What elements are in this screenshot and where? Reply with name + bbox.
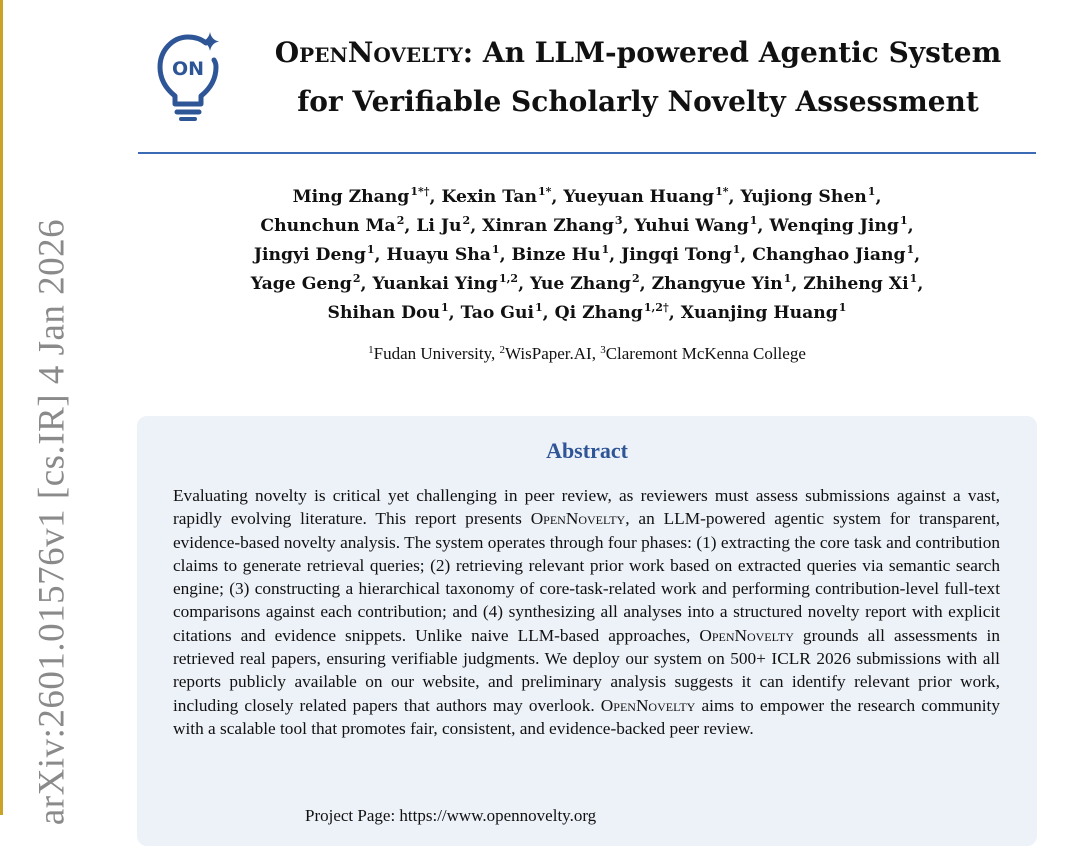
- author-name: Shihan Dou: [327, 303, 440, 323]
- author-affiliation-mark: 2: [396, 214, 405, 227]
- paper-title: [240, 28, 1036, 126]
- system-name: OpenNovelty: [699, 625, 794, 645]
- author-name: Qi Zhang: [554, 303, 643, 323]
- author: [461, 303, 543, 323]
- author: [530, 274, 640, 294]
- author-affiliation-mark: 1: [909, 272, 918, 285]
- logo-letters: ON: [171, 58, 205, 80]
- author-name: Xuanjing Huang: [680, 303, 838, 323]
- author: [482, 216, 622, 236]
- author: [563, 187, 728, 207]
- affiliations: $^1$Fudan University, $^2$WisPaper.AI, $^3$Claremont McKenna College: [368, 344, 806, 363]
- author-name: Yage Geng: [250, 274, 352, 294]
- author-affiliation-mark: 1: [732, 243, 741, 256]
- system-name: OpenNovelty: [274, 36, 463, 69]
- author-affiliation-mark: 1: [906, 243, 915, 256]
- author: [372, 274, 518, 294]
- author: [621, 245, 740, 265]
- author-name: Yujiong Shen: [740, 187, 867, 207]
- author-name: Zhangyue Yin: [651, 274, 783, 294]
- author-name: Yuhui Wang: [634, 216, 749, 236]
- author-affiliation-mark: 2: [352, 272, 361, 285]
- author: [254, 245, 375, 265]
- author: [293, 187, 430, 207]
- author-affiliation-mark: 1*: [715, 185, 729, 198]
- author: [803, 274, 917, 294]
- author-name: Yueyuan Huang: [563, 187, 715, 207]
- title-divider: [138, 152, 1036, 154]
- author-affiliation-mark: 1: [491, 243, 500, 256]
- affiliation-name: Fudan University: [373, 344, 492, 363]
- author: [652, 274, 792, 294]
- author: [260, 216, 404, 236]
- author: [512, 245, 610, 265]
- author: [416, 216, 470, 236]
- author: [740, 187, 875, 207]
- system-name: OpenNovelty: [600, 695, 696, 715]
- author: [251, 274, 361, 294]
- affiliation-mark: 1: [368, 344, 374, 356]
- lightbulb-icon: [155, 30, 221, 122]
- author-name: Binze Hu: [511, 245, 601, 265]
- author: [752, 245, 914, 265]
- author-name: Huayu Sha: [386, 245, 491, 265]
- author-list: Ming Zhang$^{1*\dagger}$, Kexin Tan$^{1*}$, Yueyuan Huang$^{1*}$, Yujiong Shen$^1$, Chunchun Ma$^2$, Li Ju$^2$, Xinran Zhang$^3$, Yuhui Wang$^1$, Wenqing Jing$^1$, Jingyi Deng$^1$, Huayu Sha$^1$, Binze Hu$^1$, Jingqi Tong$^1$, Changhao Jiang$^1$, Yage Geng$^2$, Yuankai Ying$^{1,2}$, Yue Zhang$^2$, Zhangyue Yin$^1$, Zhiheng Xi$^1$, Shihan Dou$^1$, Tao Gui$^1$, Qi Zhang$^{1,2\dagger}$, Xuanjing Huang$^1$: [250, 185, 924, 323]
- sparkle-icon: [201, 32, 219, 51]
- abstract-body: Evaluating novelty is critical yet challenging in peer review, as reviewers must assess submissions against a vast, rapidly evolving literature. This report presents OpenNovelty, an LLM-powered agentic system for transparent, evidence-based novelty analysis. The system operates through four phases: (1) extracting the core task and contribution claims to generate retrieval queries; (2) retrieving relevant prior work based on extracted queries via semantic search engine; (3) constructing a hierarchical taxonomy of core-task-related work and performing contribution-level full-text comparisons against each contribution; and (4) synthesizing all analyses into a structured novelty report with explicit citations and evidence snippets. Unlike naive LLM-based approaches, OpenNovelty grounds all assessments in retrieved real papers, ensuring verifiable judgments. We deploy our system on 500+ ICLR 2026 submissions with all reports publicly available on our website, and preliminary analysis suggests it can identify relevant prior work, including closely related papers that authors may overlook. OpenNovelty aims to empower the research community with a scalable tool that promotes fair, consistent, and evidence-backed peer review.: [173, 486, 1000, 738]
- author-affiliation-mark: 1: [749, 214, 758, 227]
- author-name: Changhao Jiang: [752, 245, 906, 265]
- title-line-2: for Verifiable Scholarly Novelty Assessment: [297, 85, 979, 118]
- project-page-line: Project Page: https://www.opennovelty.org: [305, 806, 597, 825]
- author: [635, 216, 758, 236]
- author-affiliation-mark: 1: [601, 243, 610, 256]
- author-affiliation-mark: 1,2†: [643, 301, 669, 314]
- author-affiliation-mark: 1: [440, 301, 449, 314]
- author-affiliation-mark: 3: [614, 214, 623, 227]
- author-affiliation-mark: 1: [783, 272, 792, 285]
- author-name: Yue Zhang: [530, 274, 631, 294]
- author-affiliation-mark: 2: [462, 214, 471, 227]
- author-affiliation-mark: 1: [838, 301, 847, 314]
- author-name: Jingyi Deng: [253, 245, 366, 265]
- affiliation-mark: 3: [600, 344, 606, 356]
- author-affiliation-mark: 1: [899, 214, 908, 227]
- author-name: Yuankai Ying: [372, 274, 498, 294]
- author-name: Zhiheng Xi: [803, 274, 909, 294]
- author: [681, 303, 847, 323]
- arxiv-stamp: arXiv:2601.01576v1 [cs.IR] 4 Jan 2026: [31, 218, 73, 826]
- title-line-1: OpenNovelty: An LLM-powered Agentic System: [274, 36, 1002, 69]
- author-name: Jingqi Tong: [621, 245, 732, 265]
- author-name: Xinran Zhang: [482, 216, 614, 236]
- author-name: Wenqing Jing: [769, 216, 899, 236]
- left-margin-rule: [0, 0, 3, 815]
- author: [328, 303, 449, 323]
- author-affiliation-mark: 2: [631, 272, 640, 285]
- author-affiliation-mark: 1: [535, 301, 543, 314]
- author: [555, 303, 669, 323]
- abstract-heading: Abstract: [546, 438, 628, 463]
- affiliation-name: WisPaper.AI: [505, 344, 592, 363]
- author-name: Chunchun Ma: [260, 216, 396, 236]
- author-affiliation-mark: 1*: [538, 185, 552, 198]
- author-name: Tao Gui: [460, 303, 535, 323]
- author-name: Li Ju: [416, 216, 462, 236]
- affiliation-mark: 2: [499, 344, 506, 356]
- author-affiliation-mark: 1*†: [410, 185, 430, 198]
- author: [441, 187, 551, 207]
- author-affiliation-mark: 1: [867, 185, 876, 198]
- system-name: OpenNovelty: [530, 509, 626, 529]
- author: [387, 245, 500, 265]
- affiliation-name: Claremont McKenna College: [605, 344, 806, 363]
- author: [769, 216, 907, 236]
- author-name: Kexin Tan: [441, 187, 537, 207]
- author-affiliation-mark: 1,2: [498, 272, 519, 285]
- author-affiliation-mark: 1: [366, 243, 375, 256]
- author-name: Ming Zhang: [292, 187, 410, 207]
